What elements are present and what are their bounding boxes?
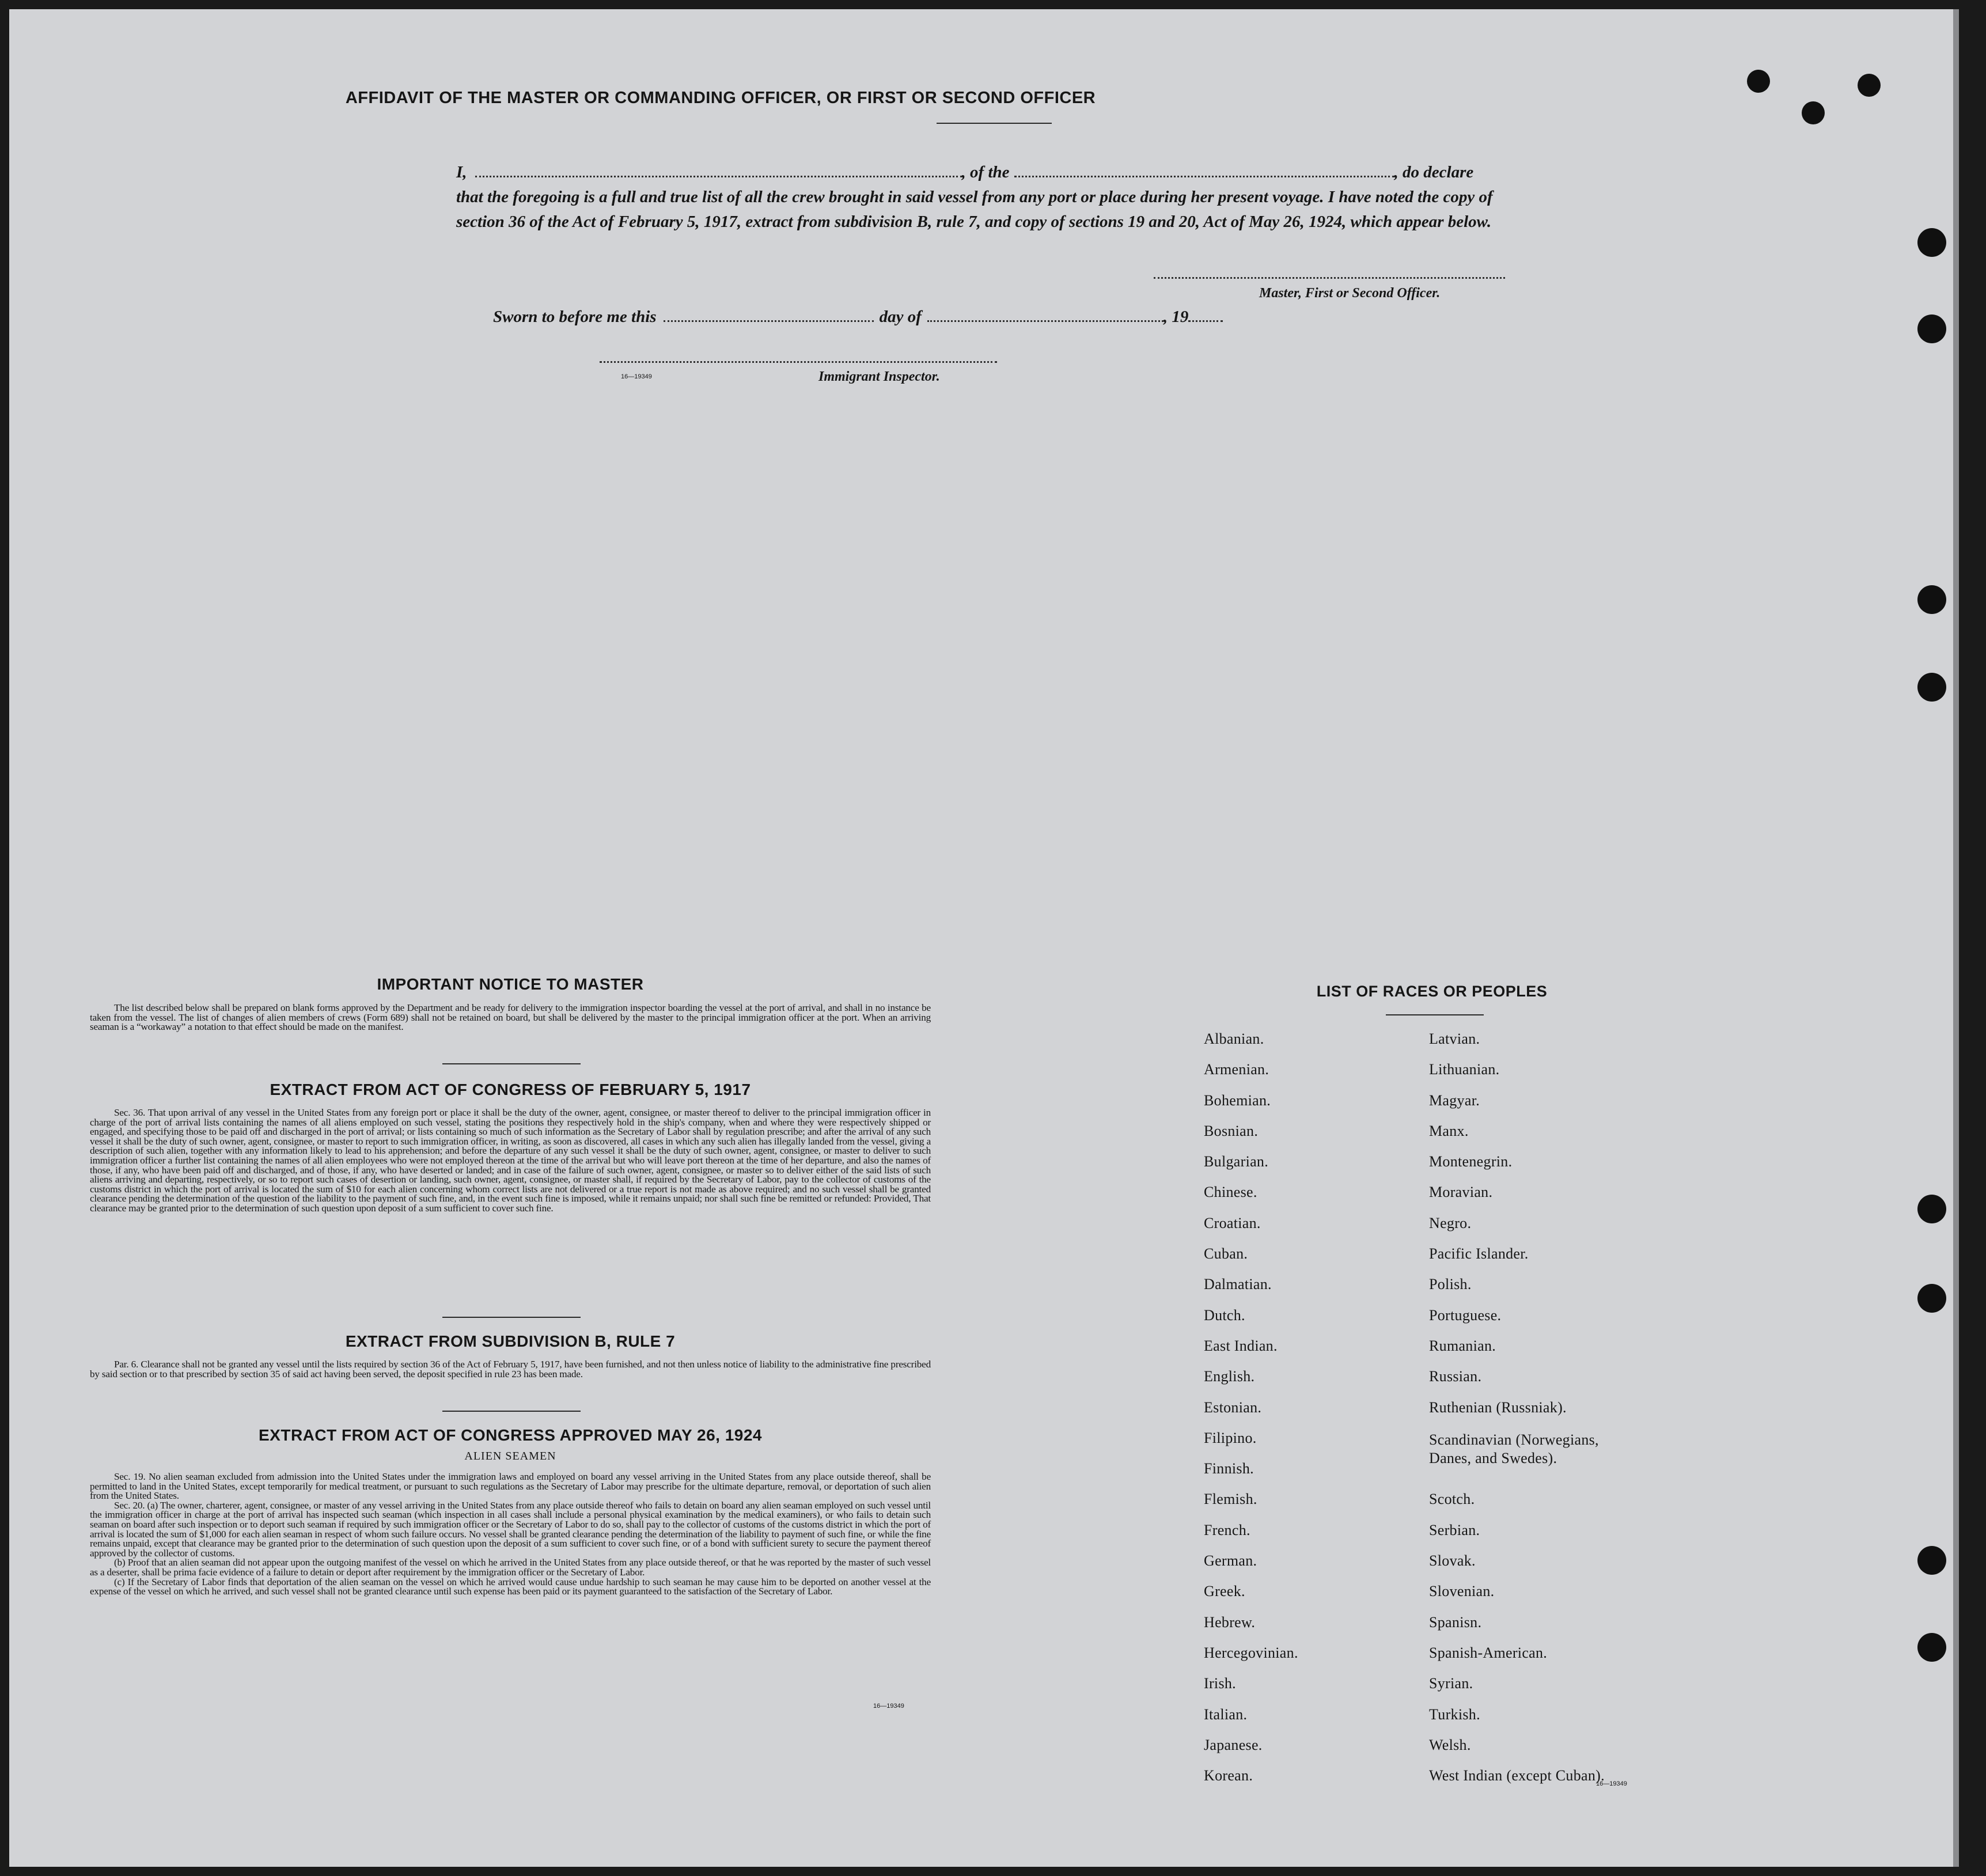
affidavit-body: [456, 160, 1545, 234]
race-item: Flemish.: [1204, 1491, 1257, 1508]
race-item: Korean.: [1204, 1767, 1253, 1784]
race-item: Spanish-American.: [1429, 1644, 1548, 1661]
extract-1917-title: EXTRACT FROM ACT OF CONGRESS OF FEBRUARY 5, 1917: [270, 1081, 751, 1098]
punch-hole-icon: [1917, 1195, 1946, 1223]
punch-hole-icon: [1917, 585, 1946, 614]
day-of-label: day of: [879, 308, 922, 326]
notice-title: IMPORTANT NOTICE TO MASTER: [377, 975, 644, 993]
race-item: Finnish.: [1204, 1460, 1254, 1477]
race-item: Chinese.: [1204, 1184, 1257, 1201]
section-19-text: Sec. 19. No alien seaman excluded from admission into the United States under the immigration laws and employed on board any vessel arriving in the United States from any place outside thereof, shall be permitted to land in the United States, except temporarily for medical treatment, or pursuant to such regulations as the Secretary of Labor may prescribe for the ultimate departure, removal, or deportation of such alien from the United States.: [90, 1471, 931, 1502]
affidavit-title: AFFIDAVIT OF THE MASTER OR COMMANDING OFFICER, OR FIRST OR SECOND OFFICER: [345, 89, 1096, 107]
sworn-month-field[interactable]: [927, 320, 1163, 322]
extract-1924-body: [90, 1472, 931, 1597]
of-the-label: , of the: [961, 163, 1010, 181]
race-item: Serbian.: [1429, 1521, 1480, 1538]
race-item: Pacific Islander.: [1429, 1245, 1529, 1263]
race-item: Filipino.: [1204, 1429, 1257, 1446]
race-item: Scotch.: [1429, 1491, 1475, 1508]
punch-hole-icon: [1917, 314, 1946, 343]
race-item: Montenegrin.: [1429, 1153, 1513, 1170]
race-item: Albanian.: [1204, 1030, 1264, 1047]
race-item: West Indian (except Cuban).: [1429, 1767, 1605, 1784]
sworn-year-field[interactable]: [1188, 320, 1223, 322]
race-item: Negro.: [1429, 1214, 1472, 1231]
title-divider: [937, 123, 1052, 124]
race-item: East Indian.: [1204, 1337, 1278, 1354]
section-36-text: Sec. 36. That upon arrival of any vessel in the United States from any foreign port or place it shall be the duty of the owner, agent, consignee, or master thereof to deliver to the principal immigration officer in charge of the port of arrival lists containing the names of all aliens employed on such vessel, stating the positions they respectively hold in the ship's company, when and where they were respectively shipped or engaged, and specifying those to be paid off and discharged in the port of arrival; or lists containing so much of such information as the Secretary of Labor shall by regulation prescribe; and after the arrival of any such vessel it shall be the duty of such owner, agent, consignee, or master to report to such immigration officer, in writing, as soon as discovered, all cases in which any such alien has illegally landed from the vessel, giving a description of such alien, together with any information likely to lead to his apprehension; and before the departure of any such vessel it shall be the duty of such owner, agent, consignee, or master to deliver to such immigration officer a further list containing the names of all alien employees who were not employed thereon at the time of the arrival but who will leave port thereon at the time of her departure, and also the names of those, if any, who have been paid off and discharged, and of those, if any, who have deserted or landed; and in case of the failure of such owner, agent, consignee, or master so to deliver either of the said lists of such aliens arriving and departing, respectively, or so to report such cases of desertion or landing, such owner, agent, consignee, or master shall, if required by the Secretary of Labor, pay to the collector of customs of the customs district in which the port of arrival is located the sum of $10 for each alien concerning whom correct lists are not delivered or a true report is not made as above required; and no such vessel shall be granted clearance pending the determination of the question of the liability to the payment of such fine, and, in the event such fine is imposed, while it remains unpaid; nor shall such fine be remitted or refunded: Provided, That clearance may be granted prior to the determination of such question upon deposit of a sum sufficient to cover such fine.: [90, 1107, 931, 1214]
section-divider: [442, 1411, 581, 1412]
sworn-day-field[interactable]: [664, 320, 874, 322]
year-label: , 19: [1163, 308, 1189, 326]
races-divider: [1386, 1014, 1484, 1015]
extract-rule7-title: EXTRACT FROM SUBDIVISION B, RULE 7: [345, 1332, 676, 1350]
declaration-text: that the foregoing is a full and true list of all the crew brought in said vessel from any port or place during her present voyage. I have noted the copy of section 36 of the Act of February 5, 1917, extract from subdivision B, rule 7, and copy of sections 19 and 20, Act of May 26, 1924, which appear below.: [456, 188, 1493, 231]
race-item: Scandinavian (Norwegians, Danes, and Swedes).: [1429, 1431, 1599, 1466]
form-number: 16—19349: [1596, 1780, 1627, 1787]
punch-hole-icon: [1917, 1633, 1946, 1662]
sworn-label: Sworn to before me this: [493, 308, 657, 326]
do-declare-label: , do declare: [1394, 163, 1474, 181]
page-edge-shadow: [1953, 9, 1959, 1867]
race-item: Polish.: [1429, 1276, 1472, 1293]
extract-1924-title: EXTRACT FROM ACT OF CONGRESS APPROVED MAY 26, 1924: [259, 1426, 762, 1444]
race-item: Lithuanian.: [1429, 1061, 1500, 1078]
races-column-2: [1429, 1032, 1636, 1799]
race-item: Bosnian.: [1204, 1122, 1259, 1139]
punch-hole-icon: [1917, 673, 1946, 702]
race-item: Hebrew.: [1204, 1613, 1256, 1631]
race-item: Greek.: [1204, 1583, 1245, 1600]
punch-hole-icon: [1858, 74, 1881, 97]
alien-seamen-subtitle: ALIEN SEAMEN: [464, 1450, 556, 1462]
section-divider: [442, 1063, 581, 1064]
race-item: Ruthenian (Russniak).: [1429, 1399, 1567, 1416]
race-item: Croatian.: [1204, 1214, 1261, 1231]
race-item: German.: [1204, 1552, 1257, 1570]
sworn-line: [493, 308, 1223, 327]
race-item: Bohemian.: [1204, 1092, 1271, 1109]
race-item: Syrian.: [1429, 1675, 1473, 1692]
race-item: Hercegovinian.: [1204, 1644, 1298, 1661]
notice-text: The list described below shall be prepared on blank forms approved by the Department and be ready for delivery to the immigration inspector boarding the vessel at the port of arrival, and shall in no instance be taken from the vessel. The list of changes of alien members of crews (Form 689) shall not be retained on board, but shall be delivered by the master to the principal immigration officer at the port. When an arriving seaman is a “workaway” a notation to that effect should be made on the manifest.: [90, 1002, 931, 1033]
notice-body: [90, 1003, 931, 1032]
punch-hole-icon: [1917, 1284, 1946, 1313]
vessel-name-field[interactable]: [1014, 176, 1394, 177]
inspector-signature-line[interactable]: [600, 361, 997, 363]
i-label: I,: [456, 163, 467, 181]
race-item: Spanisn.: [1429, 1613, 1482, 1631]
race-item: French.: [1204, 1521, 1250, 1538]
race-item: Welsh.: [1429, 1736, 1471, 1753]
race-item: Magyar.: [1429, 1092, 1480, 1109]
punch-hole-icon: [1802, 101, 1825, 124]
race-item: Estonian.: [1204, 1399, 1262, 1416]
section-20a-text: Sec. 20. (a) The owner, charterer, agent, consignee, or master of any vessel arriving in the United States from any place outside thereof who fails to detain on board any alien seaman employed on such vessel until the immigration officer in charge at the port of arrival has inspected such seaman (which inspection in all cases shall include a personal physical examination by the medical examiners), or who fails to detain such seaman on board after such inspection or to deport such seaman if required by such immigration officer or the Secretary of Labor to do so, shall pay to the collector of customs of the customs district in which the port of arrival is located the sum of $1,000 for each alien seaman in respect of whom such failure occurs. No vessel shall be granted clearance pending the determination of the liability to payment of such fine, or while the fine remains unpaid, except that clearance may be granted prior to the determination of such question upon the deposit of a sum sufficient to cover such fine, or of a bond with sufficient surety to secure the payment thereof approved by the collector of customs.: [90, 1499, 931, 1559]
race-item: Moravian.: [1429, 1184, 1493, 1201]
section-20b-text: (b) Proof that an alien seaman did not appear upon the outgoing manifest of the vessel on which he arrived in the United States from any place outside thereof, or that he was reported by the master of such vessel as a deserter, shall be prima facie evidence of a failure to detain or deport after requirement by the immigration officer or the Secretary of Labor.: [90, 1557, 931, 1578]
races-title: LIST OF RACES OR PEOPLES: [1316, 983, 1548, 1000]
race-item: Dutch.: [1204, 1306, 1245, 1324]
section-divider: [442, 1317, 581, 1318]
race-item: Rumanian.: [1429, 1337, 1496, 1354]
race-item: Slovenian.: [1429, 1583, 1495, 1600]
race-item: Armenian.: [1204, 1061, 1269, 1078]
races-column-1: [1204, 1032, 1298, 1799]
form-number: 16—19349: [621, 373, 652, 380]
master-signature-label: Master, First or Second Officer.: [1259, 286, 1441, 301]
race-item: Irish.: [1204, 1675, 1236, 1692]
paragraph-6-text: Par. 6. Clearance shall not be granted any vessel until the lists required by section 36 of the Act of February 5, 1917, have been furnished, and not then unless notice of liability to the administrative fine prescribed by said section or to that prescribed by section 35 of said act having been served, the deposit specified in rule 23 has been made.: [90, 1359, 931, 1379]
declarant-name-field[interactable]: [475, 176, 962, 177]
race-item: Turkish.: [1429, 1706, 1480, 1723]
declarant-line: [456, 160, 1545, 185]
section-20c-text: (c) If the Secretary of Labor finds that deportation of the alien seaman on the vessel on which he arrived would cause undue hardship to such seaman he may cause him to be deported on another vessel at the expense of the vessel on which he arrived, and such vessel shall not be granted clearance until such expense has been paid or its payment guaranteed to the satisfaction of the Secretary of Labor.: [90, 1576, 931, 1597]
race-item: Portuguese.: [1429, 1306, 1502, 1324]
race-item: Russian.: [1429, 1368, 1482, 1385]
form-number: 16—19349: [873, 1703, 904, 1710]
race-item: English.: [1204, 1368, 1255, 1385]
extract-rule7-body: [90, 1360, 931, 1379]
race-item: Manx.: [1429, 1122, 1469, 1139]
extract-1917-body: [90, 1108, 931, 1214]
document-sheet: [9, 9, 1959, 1867]
race-item: Latvian.: [1429, 1030, 1480, 1047]
race-item: Bulgarian.: [1204, 1153, 1269, 1170]
punch-hole-icon: [1747, 70, 1770, 93]
punch-hole-icon: [1917, 1546, 1946, 1575]
race-item: Cuban.: [1204, 1245, 1248, 1263]
punch-hole-icon: [1917, 228, 1946, 257]
race-item: Italian.: [1204, 1706, 1248, 1723]
race-item: Slovak.: [1429, 1552, 1476, 1570]
race-item: Japanese.: [1204, 1736, 1263, 1753]
inspector-label: Immigrant Inspector.: [818, 369, 940, 384]
race-item: Dalmatian.: [1204, 1276, 1272, 1293]
master-signature-line[interactable]: [1154, 277, 1505, 279]
